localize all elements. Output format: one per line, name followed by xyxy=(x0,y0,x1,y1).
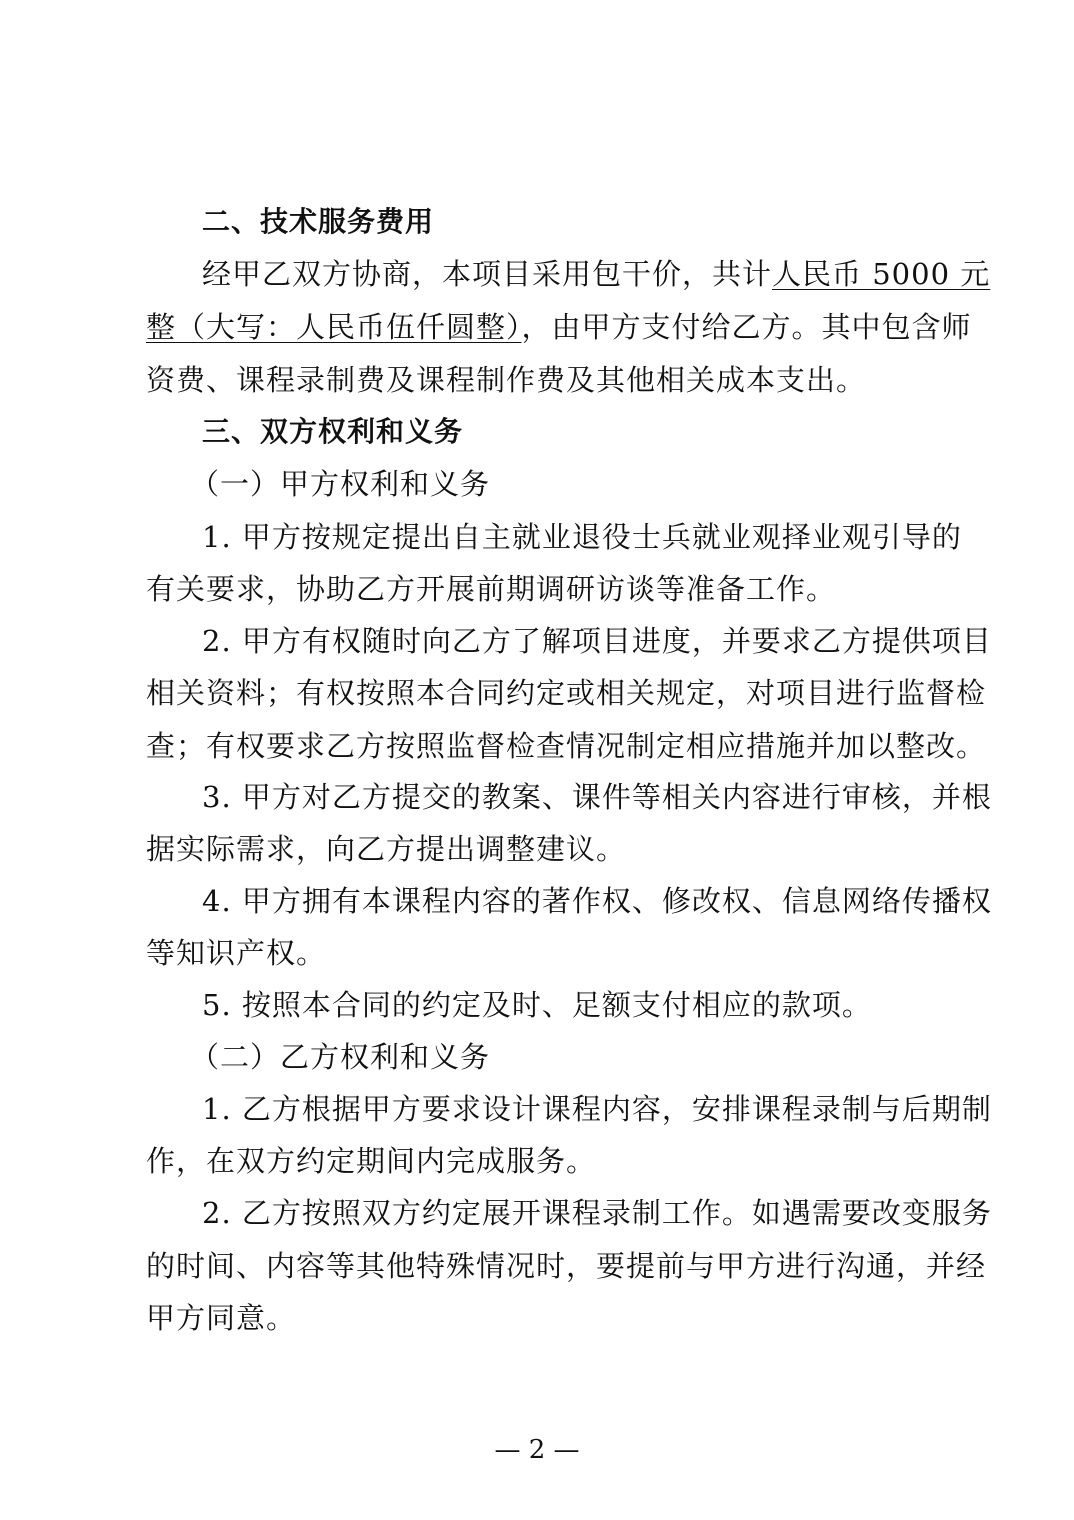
paragraph-fees-line-1 xyxy=(202,254,991,294)
item-b2-line-1: 2. 乙方按照双方约定展开课程录制工作。如遇需要改变服务 xyxy=(202,1196,992,1230)
item-a2-line-3: 查；有权要求乙方按照监督检查情况制定相应措施并加以整改。 xyxy=(146,729,987,763)
item-a4-line-1: 4. 甲方拥有本课程内容的著作权、修改权、信息网络传播权 xyxy=(202,884,992,918)
item-a1-line-1: 1. 甲方按规定提出自主就业退役士兵就业观择业观引导的 xyxy=(202,520,962,554)
item-a3-line-1: 3. 甲方对乙方提交的教案、课件等相关内容进行审核，并根 xyxy=(202,780,992,814)
item-b2-line-2: 的时间、内容等其他特殊情况时，要提前与甲方进行沟通，并经 xyxy=(146,1249,987,1283)
subsection-heading-party-b: （二）乙方权利和义务 xyxy=(190,1040,491,1074)
page-number: — 2 — xyxy=(494,1435,580,1465)
section-heading-rights: 三、双方权利和义务 xyxy=(202,415,464,448)
fees-amount-underlined: 人民币 5000 元 xyxy=(772,257,991,291)
fees-text: 经甲乙双方协商，本项目采用包干价，共计 xyxy=(202,257,773,291)
item-a5-line-1: 5. 按照本合同的约定及时、足额支付相应的款项。 xyxy=(202,988,872,1022)
item-a4-line-2: 等知识产权。 xyxy=(146,936,327,970)
item-b2-line-3: 甲方同意。 xyxy=(146,1301,297,1335)
item-a1-line-2: 有关要求，协助乙方开展前期调研访谈等准备工作。 xyxy=(146,572,837,606)
item-a3-line-2: 据实际需求，向乙方提出调整建议。 xyxy=(146,832,627,866)
section-heading-fees: 二、技术服务费用 xyxy=(202,205,435,238)
fees-amount-words-underlined: 整（大写：人民币伍仟圆整） xyxy=(146,310,522,344)
item-a2-line-2: 相关资料；有权按照本合同约定或相关规定，对项目进行监督检 xyxy=(146,676,987,710)
fees-text-cont: ，由甲方支付给乙方。其中包含师 xyxy=(521,310,972,344)
subsection-heading-party-a: （一）甲方权利和义务 xyxy=(190,467,491,501)
item-b1-line-1: 1. 乙方根据甲方要求设计课程内容，安排课程录制与后期制 xyxy=(202,1092,992,1126)
paragraph-fees-line-2 xyxy=(146,307,972,347)
item-b1-line-2: 作，在双方约定期间内完成服务。 xyxy=(146,1144,597,1178)
paragraph-fees-line-3: 资费、课程录制费及课程制作费及其他相关成本支出。 xyxy=(146,363,867,397)
item-a2-line-1: 2. 甲方有权随时向乙方了解项目进度，并要求乙方提供项目 xyxy=(202,624,992,658)
